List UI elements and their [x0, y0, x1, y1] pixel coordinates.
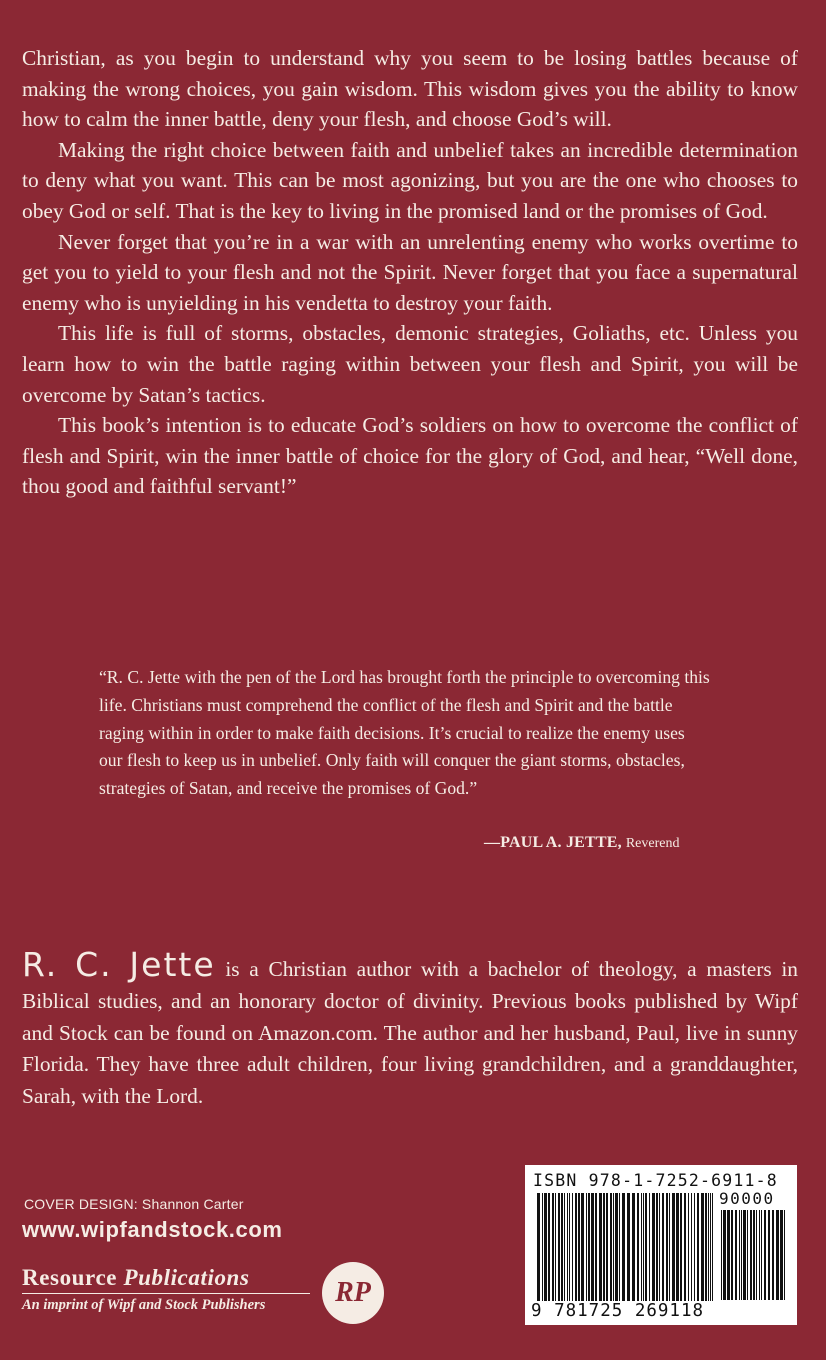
- publisher-name: [22, 1265, 310, 1291]
- barcode-bar: [701, 1193, 704, 1301]
- barcode-bar: [588, 1193, 590, 1301]
- endorsement-attribution: [484, 834, 724, 852]
- barcode-bar: [561, 1193, 563, 1301]
- addon-barcode-bars: [721, 1210, 787, 1300]
- barcode-bar: [697, 1193, 699, 1301]
- ean-digits: 9 781725 269118: [531, 1301, 705, 1321]
- barcode-bar: [595, 1193, 597, 1301]
- barcode-bar: [741, 1210, 742, 1300]
- barcode-bar: [743, 1210, 746, 1300]
- author-bio: [22, 945, 798, 1113]
- barcode-bar: [684, 1193, 686, 1301]
- barcode-bar: [768, 1210, 770, 1300]
- barcode-bar: [645, 1193, 647, 1301]
- barcode-bar: [643, 1193, 644, 1301]
- endorsement-quote: [99, 664, 711, 803]
- barcode-bar: [575, 1193, 577, 1301]
- barcode-bar: [753, 1210, 755, 1300]
- barcode-bar: [606, 1193, 608, 1301]
- publisher-divider: [22, 1293, 310, 1294]
- barcode-bar: [613, 1193, 614, 1301]
- barcode-bar: [723, 1210, 726, 1300]
- barcode-bar: [572, 1193, 573, 1301]
- price-code: 90000: [719, 1189, 775, 1208]
- barcode-bar: [756, 1210, 757, 1300]
- barcode-bar: [586, 1193, 587, 1301]
- barcode-bar: [666, 1193, 668, 1301]
- barcode-bar: [721, 1210, 722, 1300]
- barcode-bar: [552, 1193, 554, 1301]
- back-cover-description: [22, 43, 798, 502]
- barcode-bar: [555, 1193, 556, 1301]
- rp-logo-icon: RP: [322, 1262, 384, 1324]
- barcode-bar: [564, 1193, 565, 1301]
- barcode-bar: [688, 1193, 689, 1301]
- barcode-bar: [705, 1193, 707, 1301]
- barcode-bar: [708, 1193, 709, 1301]
- barcode-bar: [641, 1193, 642, 1301]
- intro-paragraph: Making the right choice between faith and unbelief takes an incredible determination to deny what you want. This can be most agonizing, but you are the one who chooses to obey God or self. That is the key to living in the promised land or the promises of God.: [22, 137, 798, 223]
- barcode-bar: [750, 1210, 752, 1300]
- endorser-role: Reverend: [625, 836, 680, 851]
- publisher-website: www.wipfandstock.com: [22, 1217, 283, 1242]
- intro-paragraph: This life is full of storms, obstacles, demonic strategies, Goliaths, etc. Unless you learn how to win the battle raging within between your flesh and Spirit, you will be overcome by Satan’s tactics.: [22, 321, 798, 407]
- barcode-bar: [544, 1193, 547, 1301]
- barcode-bar: [652, 1193, 655, 1301]
- endorser-name: —PAUL A. JETTE,: [484, 834, 622, 851]
- ean-barcode-bars: [537, 1193, 715, 1301]
- barcode-bar: [764, 1210, 766, 1300]
- barcode-bar: [591, 1193, 594, 1301]
- barcode-bar: [632, 1193, 635, 1301]
- barcode-bar: [735, 1210, 737, 1300]
- barcode-bar: [784, 1210, 785, 1300]
- barcode-bar: [619, 1193, 620, 1301]
- barcode-bar: [622, 1193, 625, 1301]
- barcode-bar: [581, 1193, 584, 1301]
- author-bio-text: is a Christian author with a bachelor of theology, a masters in Biblical studies, and an honorary doctor of divinity. Previous books published by Wipf and Stock can be found on Amazon.com. The author and her husband, Paul, live in sunny Florida. They have three adult children, four living grandchildren, and a granddaughter, Sarah, with the Lord.: [22, 957, 798, 1109]
- cover-design-credit: COVER DESIGN: Shannon Carter: [24, 1196, 244, 1212]
- publisher-name-plain: Resource: [22, 1265, 118, 1290]
- isbn-barcode: [525, 1165, 797, 1325]
- barcode-bar: [537, 1193, 540, 1301]
- endorsement-text: “R. C. Jette with the pen of the Lord has brought forth the principle to overcoming this life. Christians must comprehend the conflict of the flesh and Spirit and the battle raging within in order to make faith decisions. It’s crucial to realize the enemy uses our flesh to keep us in unbelief. Only faith will conquer the giant storms, obstacles, strategies of Satan, and receive the promises of God.”: [99, 667, 710, 799]
- publisher-name-italic: Publications: [123, 1265, 250, 1290]
- barcode-bar: [567, 1193, 568, 1301]
- barcode-bar: [780, 1210, 783, 1300]
- barcode-bar: [772, 1210, 774, 1300]
- barcode-bar: [627, 1193, 630, 1301]
- barcode-bar: [691, 1193, 692, 1301]
- barcode-bar: [662, 1193, 664, 1301]
- barcode-bar: [710, 1193, 711, 1301]
- intro-paragraph: Christian, as you begin to understand why you seem to be losing battles because of making the wrong choices, you gain wisdom. This wisdom gives you the ability to know how to calm the inner battle, deny your flesh, and choose God’s will.: [22, 46, 798, 132]
- publisher-imprint-line: An imprint of Wipf and Stock Publishers: [22, 1297, 266, 1313]
- barcode-bar: [599, 1193, 602, 1301]
- barcode-bar: [558, 1193, 560, 1301]
- intro-paragraph: This book’s intention is to educate God’s soldiers on how to overcome the conflict of flesh and Spirit, win the inner battle of choice for the glory of God, and hear, “Well done, thou good and faithful servant!”: [22, 413, 798, 499]
- barcode-bar: [637, 1193, 639, 1301]
- publisher-imprint: [22, 1265, 310, 1314]
- barcode-bar: [776, 1210, 779, 1300]
- barcode-bar: [656, 1193, 658, 1301]
- barcode-bar: [603, 1193, 605, 1301]
- barcode-bar: [676, 1193, 679, 1301]
- barcode-bar: [578, 1193, 580, 1301]
- barcode-bar: [727, 1210, 730, 1300]
- barcode-bar: [548, 1193, 550, 1301]
- barcode-bar: [680, 1193, 682, 1301]
- isbn-text: ISBN 978-1-7252-6911-8: [533, 1171, 778, 1190]
- barcode-bar: [694, 1193, 695, 1301]
- barcode-bar: [610, 1193, 612, 1301]
- intro-paragraph: Never forget that you’re in a war with an unrelenting enemy who works overtime to get you to yield to your flesh and not the Spirit. Never forget that you face a supernatural enemy who is unyielding in his vendetta to destroy your faith.: [22, 229, 798, 315]
- barcode-bar: [759, 1210, 760, 1300]
- author-name: R. C. Jette: [22, 945, 216, 984]
- barcode-bar: [747, 1210, 748, 1300]
- barcode-bar: [615, 1193, 618, 1301]
- barcode-bar: [761, 1210, 762, 1300]
- barcode-bar: [649, 1193, 650, 1301]
- barcode-bar: [569, 1193, 570, 1301]
- barcode-bar: [672, 1193, 675, 1301]
- barcode-bar: [712, 1193, 713, 1301]
- barcode-bar: [659, 1193, 660, 1301]
- barcode-bar: [669, 1193, 670, 1301]
- barcode-bar: [731, 1210, 733, 1300]
- barcode-bar: [542, 1193, 543, 1301]
- barcode-bar: [739, 1210, 740, 1300]
